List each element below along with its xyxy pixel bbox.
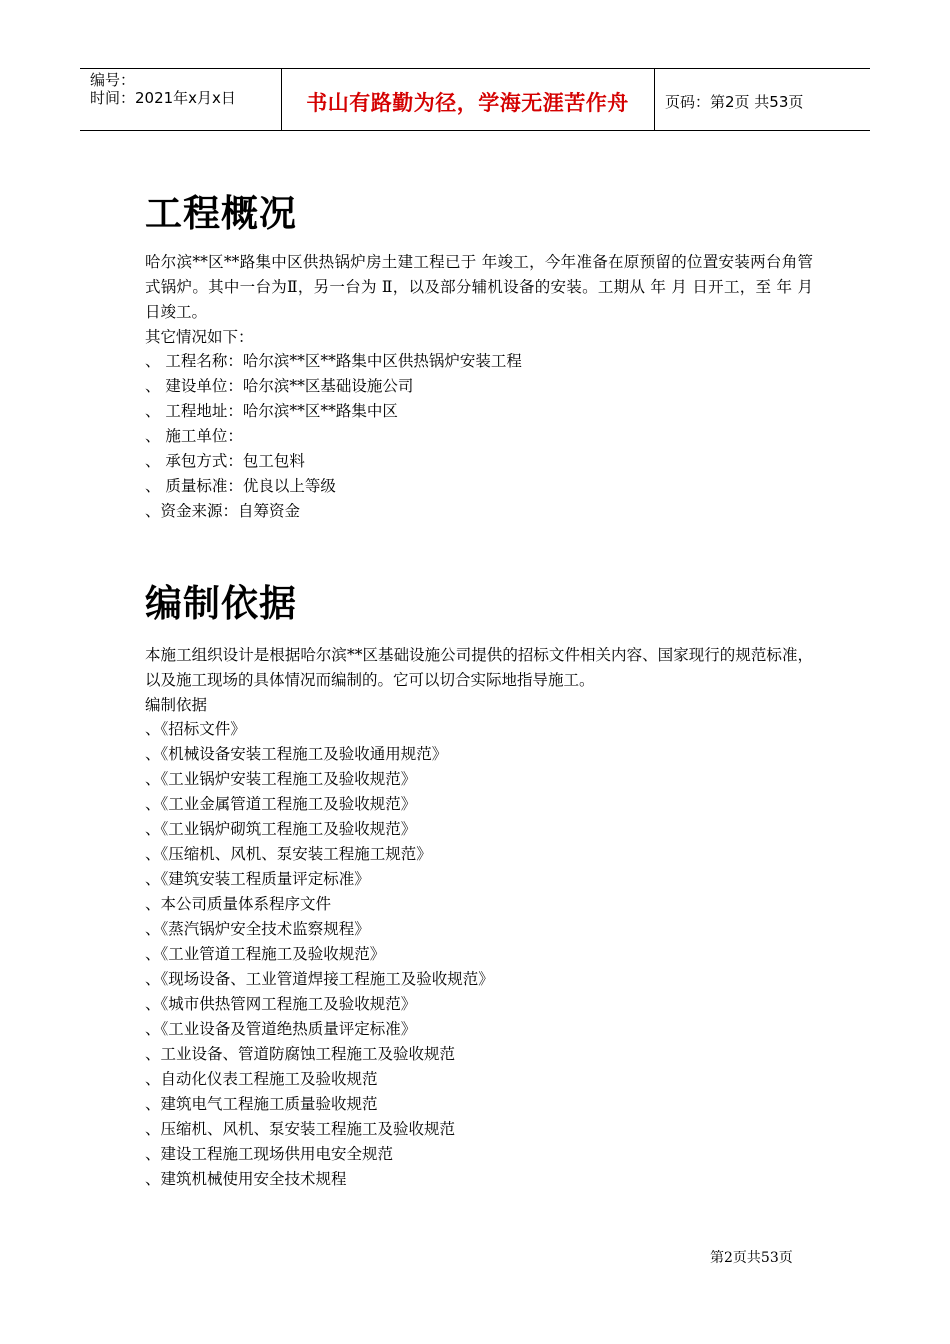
list-item: 、本公司质量体系程序文件 xyxy=(145,895,332,913)
header-meta-cell xyxy=(80,69,282,130)
list-item: 、《机械设备安装工程施工及验收通用规范》 xyxy=(145,745,448,763)
list-item: 、 工程名称：哈尔滨**区**路集中区供热锅炉安装工程 xyxy=(145,352,522,370)
list-item: 、《城市供热管网工程施工及验收规范》 xyxy=(145,995,417,1013)
list-item: 、建筑机械使用安全技术规程 xyxy=(145,1170,347,1188)
list-item: 、 质量标准：优良以上等级 xyxy=(145,477,336,495)
list-item: 、《压缩机、风机、泵安装工程施工规范》 xyxy=(145,845,432,863)
motto: 书山有路勤为径，学海无涯苦作舟 xyxy=(306,91,629,115)
list-item: 、压缩机、风机、泵安装工程施工及验收规范 xyxy=(145,1120,456,1138)
section-title-overview: 工程概况 xyxy=(145,192,297,235)
list-item: 、自动化仪表工程施工及验收规范 xyxy=(145,1070,378,1088)
list-item: 、《工业金属管道工程施工及验收规范》 xyxy=(145,795,417,813)
page-footer: 第2页共53页 xyxy=(710,1250,793,1266)
basis-intro: 本施工组织设计是根据哈尔滨**区基础设施公司提供的招标文件相关内容、国家现行的规范标准，以及施工现场的具体情况而编制的。它可以切合实际地指导施工。 xyxy=(145,646,813,689)
overview-subheading: 其它情况如下： xyxy=(145,328,254,346)
list-item: 、 建设单位：哈尔滨**区基础设施公司 xyxy=(145,377,414,395)
overview-list xyxy=(145,349,522,524)
header-motto-cell xyxy=(281,69,655,130)
overview-intro: 哈尔滨**区**路集中区供热锅炉房土建工程已于 年竣工，今年准备在原预留的位置安装两台角管式锅炉。其中一台为Ⅱ，另一台为 Ⅱ，以及部分辅机设备的安装。工期从 年 月 日开工，至 年 月 日竣工。 xyxy=(145,253,813,321)
list-item: 、 承包方式：包工包料 xyxy=(145,452,305,470)
list-item: 、建设工程施工现场供用电安全规范 xyxy=(145,1145,394,1163)
list-item: 、资金来源：自筹资金 xyxy=(145,502,301,520)
list-item: 、《工业设备及管道绝热质量评定标准》 xyxy=(145,1020,417,1038)
list-item: 、 工程地址：哈尔滨**区**路集中区 xyxy=(145,402,398,420)
basis-subheading: 编制依据 xyxy=(145,696,208,714)
page-info: 页码：第2页 共53页 xyxy=(665,93,804,111)
list-item: 、《现场设备、工业管道焊接工程施工及验收规范》 xyxy=(145,970,494,988)
page-header xyxy=(80,68,870,131)
number-label: 编号： xyxy=(90,71,136,89)
section-title-basis: 编制依据 xyxy=(145,582,297,625)
list-item: 、 施工单位： xyxy=(145,427,243,445)
list-item: 、《工业锅炉安装工程施工及验收规范》 xyxy=(145,770,417,788)
basis-list xyxy=(145,717,494,1192)
list-item: 、《工业管道工程施工及验收规范》 xyxy=(145,945,386,963)
list-item: 、《建筑安装工程质量评定标准》 xyxy=(145,870,370,888)
header-page-cell xyxy=(655,69,870,130)
time-label: 时间：2021年x月x日 xyxy=(90,89,236,107)
list-item: 、《招标文件》 xyxy=(145,720,246,738)
list-item: 、工业设备、管道防腐蚀工程施工及验收规范 xyxy=(145,1045,456,1063)
list-item: 、《工业锅炉砌筑工程施工及验收规范》 xyxy=(145,820,417,838)
list-item: 、《蒸汽锅炉安全技术监察规程》 xyxy=(145,920,370,938)
list-item: 、建筑电气工程施工质量验收规范 xyxy=(145,1095,378,1113)
